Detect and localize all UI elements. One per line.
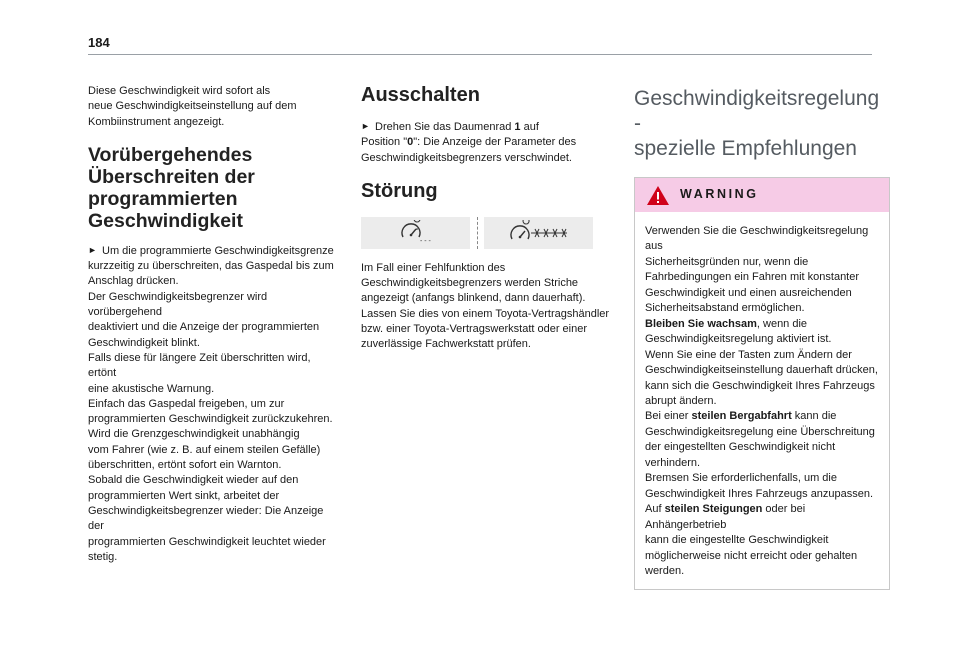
speed-limiter-fault-icon (361, 217, 470, 249)
svg-text:- - -: - - - (419, 237, 431, 245)
warning-line: Bei einer steilen Bergabfahrt kann die (645, 410, 837, 423)
header-rule (88, 54, 872, 55)
warning-line: Bleiben Sie wachsam, wenn die (645, 317, 808, 330)
warning-line: Sicherheitsgründen nur, wenn die (645, 255, 809, 268)
warning-line: kann die eingestellte Geschwindigkeit (645, 534, 829, 547)
arrow-bullet-icon: ► (361, 121, 370, 131)
warning-line: Geschwindigkeitsregelung eine Überschreitung (645, 425, 875, 438)
warning-line: werden. (645, 564, 685, 577)
warning-header (635, 178, 889, 212)
fault-display-images (361, 215, 611, 251)
heading-switch-off: Ausschalten (361, 84, 480, 106)
column-1 (88, 84, 340, 565)
fault-body: Im Fall einer Fehlfunktion des Geschwindigkeitsbegrenzers werden Striche angezeigt (anfangs blinkend, dann dauerhaft). Lassen Sie dies von einem Toyota-Vertragshändler bzw. einer Toyota-Vertragswerkstatt oder einer zuverlässige Fachwerkstatt prüfen. (361, 261, 610, 351)
heading-fault: Störung (361, 179, 438, 202)
warning-triangle-icon (646, 185, 670, 206)
heading-overspeed: Vorübergehendes Überschreiten der programmierten Geschwindigkeit (88, 143, 255, 232)
warning-line: Geschwindigkeit Ihres Fahrzeugs anzupassen. (645, 487, 874, 500)
section-title: Geschwindigkeitsregelung - spezielle Empfehlungen (634, 87, 880, 160)
warning-line: Geschwindigkeitsregelung aktiviert ist. (645, 333, 832, 346)
warning-line: kann sich die Geschwindigkeit Ihres Fahrzeugs (645, 379, 875, 392)
warning-body (635, 212, 889, 589)
image-separator (470, 215, 484, 251)
warning-line: Wenn Sie eine der Tasten zum Ändern der (645, 348, 852, 361)
warning-line: Geschwindigkeitseinstellung dauerhaft drücken, (645, 364, 878, 377)
warning-line: Geschwindigkeit und einen ausreichenden (645, 286, 852, 299)
column-2 (361, 84, 611, 353)
overspeed-body: ► Um die programmierte Geschwindigkeitsgrenze kurzzeitig zu überschreiten, das Gaspedal bis zum Anschlag drücken. Der Geschwindigkeitsbegrenzer wird vorübergehend deaktiviert und die Anzeige der programmierten Geschwindigkeit blinkt. Falls diese für längere Zeit überschritten wird, ertönt eine akustische Warnung. Einfach das Gaspedal freigeben, um zur programmierten Geschwindigkeit zurückzukehren. Wird die Grenzgeschwindigkeit unabhängig vom Fahrer (wie z. B. auf einem steilen Gefälle) überschritten, ertönt sofort ein Warnton. Sobald die Geschwindigkeit wieder auf den programmierten Wert sinkt, arbeitet der Geschwindigkeitsbegrenzer wieder: Die Anzeige der programmierten Geschwindigkeit leuchtet wieder stetig. (88, 244, 334, 563)
speed-limiter-dashes-icon (484, 217, 593, 249)
intro-paragraph: Diese Geschwindigkeit wird sofort als neue Geschwindigkeitseinstellung auf dem Kombiinstrument angezeigt. (88, 85, 297, 128)
warning-box (634, 177, 890, 590)
warning-line: Auf steilen Steigungen oder bei Anhängerbetrieb (645, 503, 806, 531)
warning-line: Sicherheitsabstand ermöglichen. (645, 302, 805, 315)
column-3 (634, 86, 890, 590)
warning-line: der eingestellten Geschwindigkeit nicht verhindern. (645, 441, 836, 469)
page-number: 184 (88, 35, 110, 50)
warning-title: WARNING (680, 187, 759, 202)
warning-line: Bremsen Sie erforderlichenfalls, um die (645, 472, 837, 485)
warning-line: abrupt ändern. (645, 394, 717, 407)
switch-off-body: ► Drehen Sie das Daumenrad 1 auf Position "0": Die Anzeige der Parameter des Geschwindigkeitsbegrenzers verschwindet. (361, 121, 577, 164)
arrow-bullet-icon: ► (88, 244, 97, 255)
warning-line: möglicherweise nicht erreicht oder gehalten (645, 549, 858, 562)
warning-line: Verwenden Sie die Geschwindigkeitsregelung aus (645, 225, 869, 253)
warning-line: Fahrbedingungen ein Fahren mit konstanter (645, 271, 860, 284)
